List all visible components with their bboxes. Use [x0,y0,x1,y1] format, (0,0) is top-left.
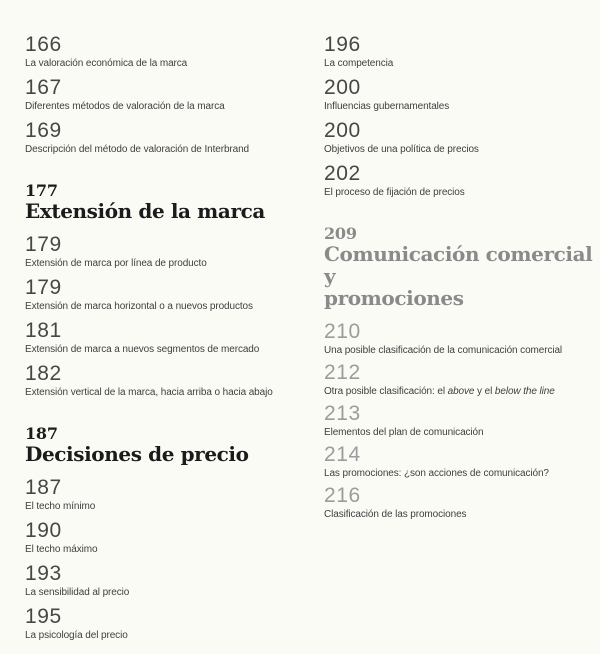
toc-entry [25,234,299,270]
toc-entry [324,163,600,199]
toc-entry-page-number: 195 [25,605,62,628]
toc-entry-title: Descripción del método de valoración de Interbrand [25,144,250,155]
toc-entry-page-number: 169 [25,119,62,142]
toc-chapter-page-number: 209 [324,224,357,243]
toc-entry-page-number: 212 [324,361,361,384]
toc-entry-title: Las promociones: ¿son acciones de comunicación? [324,468,549,479]
toc-entry-title: Una posible clasificación de la comunicación comercial [324,345,563,356]
toc-entry [25,277,299,313]
toc-entry-title-part: Otra posible clasificación: el [324,386,448,397]
toc-entry [25,77,299,113]
toc-chapter-page-number: 177 [25,181,58,200]
toc-entry-title: Diferentes métodos de valoración de la marca [25,101,225,112]
toc-entry-title: Elementos del plan de comunicación [324,427,484,438]
toc-entry-page-number: 200 [324,119,361,142]
toc-entry-page-number: 214 [324,443,361,466]
toc-chapter-heading [25,182,299,222]
toc-entry [324,120,600,156]
toc-chapter-title [324,243,600,309]
toc-entry-title: El proceso de fijación de precios [324,187,465,198]
toc-entry-page-number: 166 [25,33,62,56]
toc-entry [25,606,299,642]
toc-entry-page-number: 202 [324,162,361,185]
toc-entry [25,477,299,513]
toc-chapter-title: Decisiones de precio [25,442,249,466]
toc-entry [324,321,600,357]
toc-entry-title: La competencia [324,58,394,69]
toc-entry-page-number: 210 [324,320,361,343]
toc-entry [324,77,600,113]
toc-entry [25,34,299,70]
toc-entry-page-number: 179 [25,233,62,256]
toc-entry-title: Clasificación de las promociones [324,509,467,520]
toc-entry [324,403,600,439]
toc-entry-title [324,385,600,398]
toc-entry-title: El techo máximo [25,544,98,555]
toc-entry [25,320,299,356]
toc-entry-title-part: y el [474,386,495,397]
toc-entry-title: Influencias gubernamentales [324,101,450,112]
toc-entry [25,520,299,556]
toc-left-column [25,34,299,654]
toc-entry-title: Objetivos de una política de precios [324,144,479,155]
toc-chapter-heading [324,225,600,309]
toc-entry-page-number: 213 [324,402,361,425]
toc-entry-title-part-italic: above [447,386,475,397]
toc-entry-page-number: 200 [324,76,361,99]
toc-entry-title: Extensión vertical de la marca, hacia arriba o hacia abajo [25,387,273,398]
toc-entry-title: Extensión de marca horizontal o a nuevos productos [25,301,253,312]
toc-chapter-heading [25,425,299,465]
toc-entry-page-number: 216 [324,484,361,507]
toc-entry [324,34,600,70]
toc-chapter-page-number: 187 [25,424,58,443]
toc-entry-title: El techo mínimo [25,501,96,512]
toc-entry-title: La sensibilidad al precio [25,587,130,598]
toc-entry-page-number: 187 [25,476,62,499]
toc-entry [25,120,299,156]
toc-entry-title: La valoración económica de la marca [25,58,188,69]
toc-entry-page-number: 196 [324,33,361,56]
toc-entry [25,363,299,399]
toc-entry-page-number: 182 [25,362,62,385]
toc-entry-page-number: 167 [25,76,62,99]
toc-chapter-title: Extensión de la marca [25,199,265,223]
toc-entry-title: Extensión de marca a nuevos segmentos de mercado [25,344,260,355]
toc-entry-page-number: 179 [25,276,62,299]
toc-entry [324,485,600,521]
toc-entry-page-number: 193 [25,562,62,585]
toc-entry-page-number: 181 [25,319,62,342]
toc-entry-title-part-italic: below the line [494,386,555,397]
toc-entry-page-number: 190 [25,519,62,542]
toc-entry-title: Extensión de marca por línea de producto [25,258,207,269]
toc-entry [25,563,299,599]
toc-entry-title: La psicología del precio [25,630,128,641]
toc-chapter-title-line: Comunicación comercial y [324,242,593,288]
toc-entry [324,362,600,398]
toc-right-column [324,34,600,654]
toc-entry [324,444,600,480]
toc-chapter-title-line: promociones [324,286,464,310]
